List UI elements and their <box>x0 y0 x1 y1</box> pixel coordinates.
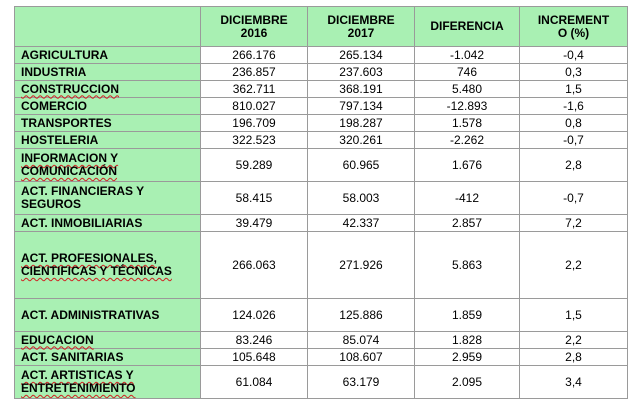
value-diferencia: 2.959 <box>415 349 520 366</box>
sector-name: HOSTELERIA <box>21 132 99 147</box>
sector-label <box>15 349 201 366</box>
value-diferencia: 5.863 <box>415 232 520 299</box>
sector-name: ACT. SANITARIAS <box>21 349 124 364</box>
value-2016: 105.648 <box>201 349 308 366</box>
value-2017: 63.179 <box>308 366 415 399</box>
sector-label <box>15 215 201 232</box>
value-incremento: -1,6 <box>520 98 628 115</box>
sector-name: EDUCACION <box>21 332 94 347</box>
sector-label <box>15 98 201 115</box>
sector-name: COMERCIO <box>21 98 87 113</box>
table-row <box>15 182 628 215</box>
sector-label <box>15 366 201 399</box>
table-row <box>15 47 628 64</box>
sector-label <box>15 332 201 349</box>
value-incremento: 2,8 <box>520 349 628 366</box>
sector-label <box>15 47 201 64</box>
value-diferencia: -12.893 <box>415 98 520 115</box>
value-2017: 320.261 <box>308 132 415 149</box>
value-diferencia: 1.676 <box>415 149 520 182</box>
sector-label <box>15 64 201 81</box>
value-2016: 39.479 <box>201 215 308 232</box>
value-2017: 368.191 <box>308 81 415 98</box>
value-diferencia: -1.042 <box>415 47 520 64</box>
value-incremento: 2,2 <box>520 332 628 349</box>
value-incremento: 3,4 <box>520 366 628 399</box>
sector-name: ACT. INMOBILIARIAS <box>21 215 143 230</box>
employment-by-sector-table <box>14 6 628 399</box>
table-row <box>15 149 628 182</box>
value-2017: 42.337 <box>308 215 415 232</box>
table-row <box>15 299 628 332</box>
value-incremento: 2,8 <box>520 149 628 182</box>
value-diferencia: -412 <box>415 182 520 215</box>
value-diferencia: 2.857 <box>415 215 520 232</box>
value-2016: 810.027 <box>201 98 308 115</box>
sector-name: TRANSPORTES <box>21 115 112 130</box>
sector-label <box>15 232 201 299</box>
value-2017: 125.886 <box>308 299 415 332</box>
value-2017: 797.134 <box>308 98 415 115</box>
value-incremento: -0,4 <box>520 47 628 64</box>
value-incremento: 0,8 <box>520 115 628 132</box>
value-2017: 60.965 <box>308 149 415 182</box>
header-dic-2016: DICIEMBRE 2016 <box>201 7 308 47</box>
value-2016: 61.084 <box>201 366 308 399</box>
value-2016: 58.415 <box>201 182 308 215</box>
value-2017: 85.074 <box>308 332 415 349</box>
value-2017: 271.926 <box>308 232 415 299</box>
table-row <box>15 132 628 149</box>
table-row <box>15 232 628 299</box>
value-2017: 198.287 <box>308 115 415 132</box>
header-dic-2017: DICIEMBRE 2017 <box>308 7 415 47</box>
value-2017: 237.603 <box>308 64 415 81</box>
table-row <box>15 215 628 232</box>
value-2017: 265.134 <box>308 47 415 64</box>
table-row <box>15 98 628 115</box>
table-row <box>15 81 628 98</box>
value-incremento: -0,7 <box>520 182 628 215</box>
value-diferencia: 2.095 <box>415 366 520 399</box>
value-incremento: 2,2 <box>520 232 628 299</box>
value-2016: 322.523 <box>201 132 308 149</box>
sector-label <box>15 81 201 98</box>
value-incremento: 0,3 <box>520 64 628 81</box>
value-2016: 196.709 <box>201 115 308 132</box>
header-corner <box>15 7 201 47</box>
sector-name: ACT. FINANCIERAS Y SEGUROS <box>21 184 144 211</box>
value-diferencia: 5.480 <box>415 81 520 98</box>
value-diferencia: 1.578 <box>415 115 520 132</box>
value-2016: 266.063 <box>201 232 308 299</box>
sector-name: ACT. PROFESIONALES, CIENTIFICAS Y TÉCNICAS <box>21 251 172 278</box>
table-row <box>15 366 628 399</box>
sector-label <box>15 182 201 215</box>
value-diferencia: 1.828 <box>415 332 520 349</box>
sector-name: ACT. ADMINISTRATIVAS <box>21 307 160 322</box>
table-row <box>15 64 628 81</box>
value-2016: 59.289 <box>201 149 308 182</box>
table-row <box>15 349 628 366</box>
value-2016: 236.857 <box>201 64 308 81</box>
sector-label <box>15 132 201 149</box>
value-2016: 83.246 <box>201 332 308 349</box>
value-2016: 124.026 <box>201 299 308 332</box>
value-2017: 108.607 <box>308 349 415 366</box>
sector-label <box>15 299 201 332</box>
value-2016: 362.711 <box>201 81 308 98</box>
value-incremento: 1,5 <box>520 81 628 98</box>
sector-name: ACT. ARTISTICAS Y ENTRETENIMIENTO <box>21 368 136 395</box>
value-2016: 266.176 <box>201 47 308 64</box>
header-diferencia: DIFERENCIA <box>415 7 520 47</box>
value-incremento: -0,7 <box>520 132 628 149</box>
value-incremento: 7,2 <box>520 215 628 232</box>
value-incremento: 1,5 <box>520 299 628 332</box>
value-2017: 58.003 <box>308 182 415 215</box>
value-diferencia: 1.859 <box>415 299 520 332</box>
sector-name: INDUSTRIA <box>21 64 87 79</box>
sector-name: INFORMACION Y COMUNICACIÓN <box>21 151 119 178</box>
sector-label <box>15 115 201 132</box>
header-row <box>15 7 628 47</box>
header-incremento: INCREMENT O (%) <box>520 7 628 47</box>
sector-name: CONSTRUCCION <box>21 81 119 96</box>
sector-name: AGRICULTURA <box>21 47 109 62</box>
table-row <box>15 332 628 349</box>
value-diferencia: 746 <box>415 64 520 81</box>
table-row <box>15 115 628 132</box>
value-diferencia: -2.262 <box>415 132 520 149</box>
sector-label <box>15 149 201 182</box>
